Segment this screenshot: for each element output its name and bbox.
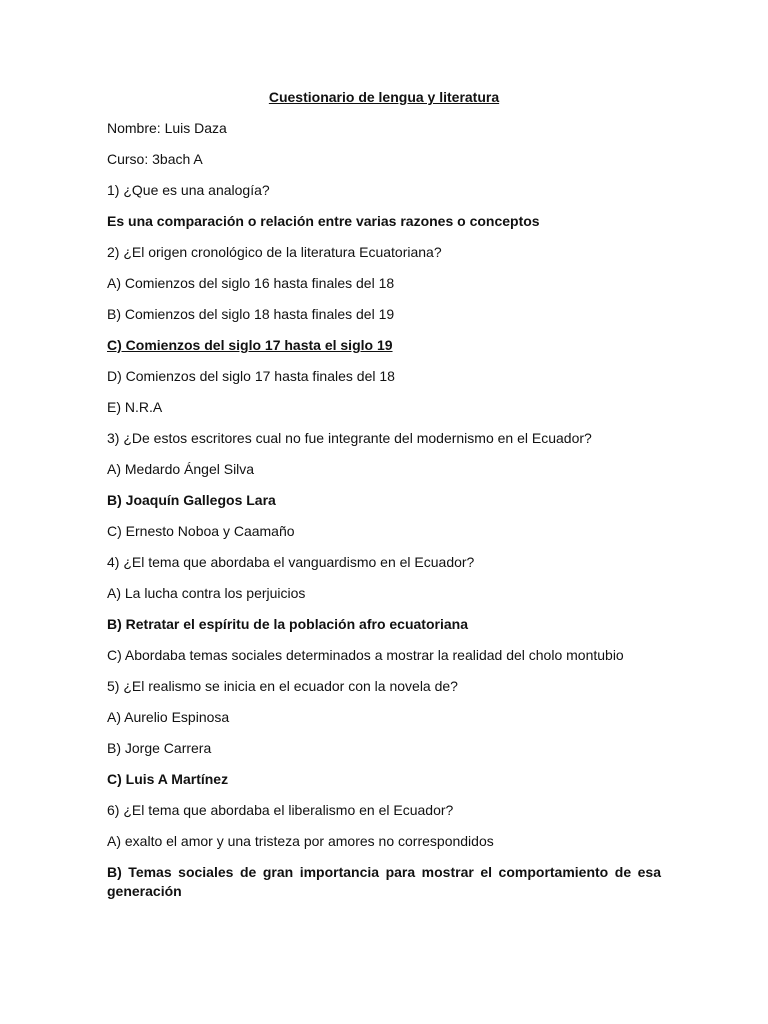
question-4-option-c: C) Abordaba temas sociales determinados a mostrar la realidad del cholo montubio bbox=[107, 647, 624, 663]
question-3: 3) ¿De estos escritores cual no fue integrante del modernismo en el Ecuador? bbox=[107, 430, 592, 446]
course-line: Curso: 3bach A bbox=[107, 151, 203, 167]
question-5: 5) ¿El realismo se inicia en el ecuador con la novela de? bbox=[107, 678, 458, 694]
question-2-option-c-selected: C) Comienzos del siglo 17 hasta el siglo 19 bbox=[107, 337, 393, 353]
question-5-option-b: B) Jorge Carrera bbox=[107, 740, 212, 756]
question-2-option-b: B) Comienzos del siglo 18 hasta finales del 19 bbox=[107, 306, 395, 322]
question-5-option-a: A) Aurelio Espinosa bbox=[107, 709, 230, 725]
document-title: Cuestionario de lengua y literatura bbox=[268, 89, 500, 105]
question-2: 2) ¿El origen cronológico de la literatura Ecuatoriana? bbox=[107, 244, 442, 260]
question-3-option-c: C) Ernesto Noboa y Caamaño bbox=[107, 523, 295, 539]
question-3-option-a: A) Medardo Ángel Silva bbox=[107, 461, 255, 477]
answer-1: Es una comparación o relación entre varias razones o conceptos bbox=[107, 213, 540, 229]
question-2-option-a: A) Comienzos del siglo 16 hasta finales del 18 bbox=[107, 275, 395, 291]
question-1: 1) ¿Que es una analogía? bbox=[107, 182, 270, 198]
question-4-option-a: A) La lucha contra los perjuicios bbox=[107, 585, 306, 601]
student-name: Nombre: Luis Daza bbox=[107, 120, 227, 136]
question-6-option-a: A) exalto el amor y una tristeza por amores no correspondidos bbox=[107, 833, 494, 849]
question-4-option-b-selected: B) Retratar el espíritu de la población afro ecuatoriana bbox=[107, 616, 468, 632]
question-3-option-b-selected: B) Joaquín Gallegos Lara bbox=[107, 492, 276, 508]
question-4: 4) ¿El tema que abordaba el vanguardismo en el Ecuador? bbox=[107, 554, 475, 570]
question-5-option-c-selected: C) Luis A Martínez bbox=[107, 771, 229, 787]
question-6-option-b-selected: B) Temas sociales de gran importancia para mostrar el comportamiento de esa generación bbox=[107, 864, 661, 899]
question-6: 6) ¿El tema que abordaba el liberalismo en el Ecuador? bbox=[107, 802, 454, 818]
document-body bbox=[107, 119, 661, 901]
question-2-option-d: D) Comienzos del siglo 17 hasta finales del 18 bbox=[107, 368, 395, 384]
question-2-option-e: E) N.R.A bbox=[107, 399, 163, 415]
